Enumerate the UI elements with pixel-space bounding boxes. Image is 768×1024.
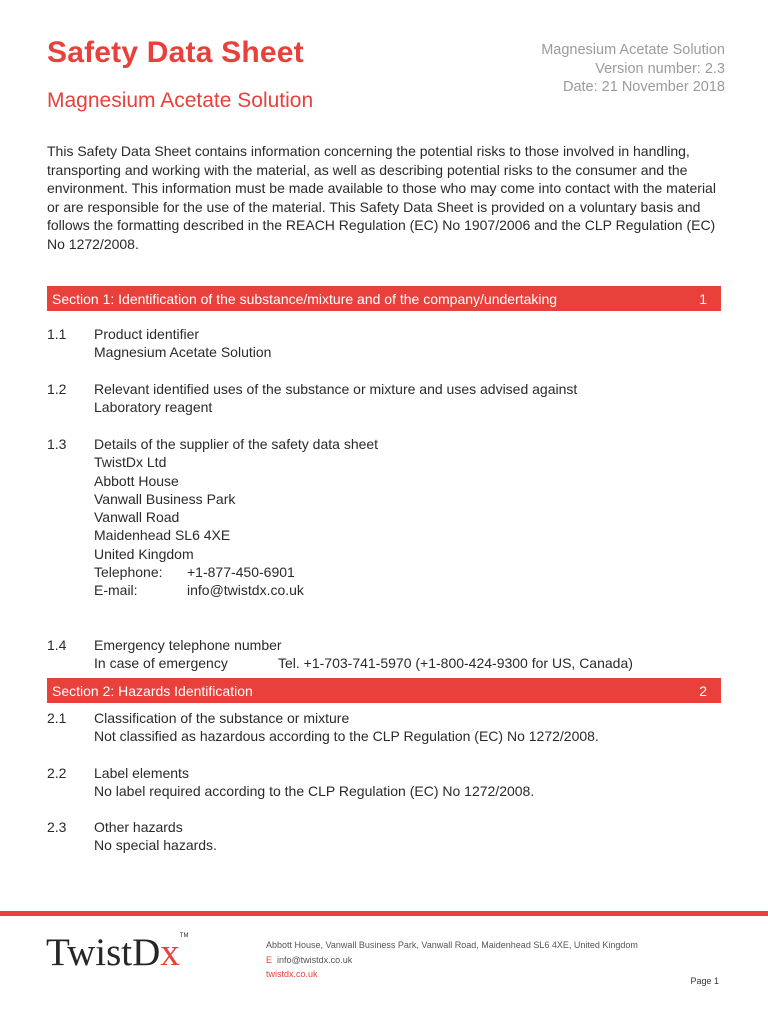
footer-email-row xyxy=(266,953,638,968)
item-heading: Label elements xyxy=(94,765,189,781)
email-label: E-mail: xyxy=(94,582,138,599)
email-value[interactable]: info@twistdx.co.uk xyxy=(187,582,304,599)
item-1-2 xyxy=(47,380,577,417)
item-2-2 xyxy=(47,764,534,801)
email-row xyxy=(94,581,378,599)
logo-trademark: TM xyxy=(179,933,189,939)
item-number: 1.1 xyxy=(47,326,67,342)
item-heading: Details of the supplier of the safety data sheet xyxy=(94,436,379,452)
section-2-number: 2 xyxy=(699,682,707,699)
footer-email-prefix: E xyxy=(266,954,273,965)
item-2-3 xyxy=(47,818,217,855)
section-1-number: 1 xyxy=(699,290,707,307)
meta-date: Date: 21 November 2018 xyxy=(562,79,725,95)
telephone-label: Telephone: xyxy=(94,564,163,581)
address-line: Abbott House xyxy=(94,472,179,489)
item-heading: Emergency telephone number xyxy=(94,637,282,653)
address-line: TwistDx Ltd xyxy=(94,454,167,471)
item-1-4 xyxy=(47,636,633,673)
item-number: 2.1 xyxy=(47,710,67,726)
item-value: Laboratory reagent xyxy=(94,399,213,416)
section-1-header xyxy=(47,286,721,311)
meta-product: Magnesium Acetate Solution xyxy=(541,42,725,58)
address-line: Vanwall Business Park xyxy=(94,490,236,507)
telephone-value: +1-877-450-6901 xyxy=(187,564,295,581)
item-heading: Other hazards xyxy=(94,819,183,835)
section-2-title: Section 2: Hazards Identification xyxy=(52,682,253,699)
item-number: 1.3 xyxy=(47,436,67,452)
item-value: No label required according to the CLP Regulation (EC) No 1272/2008. xyxy=(94,783,535,800)
footer-divider xyxy=(0,911,768,916)
item-number: 2.2 xyxy=(47,765,67,781)
address-line: Maidenhead SL6 4XE xyxy=(94,527,231,544)
item-heading: Classification of the substance or mixture xyxy=(94,710,350,726)
logo-text: TwistD xyxy=(46,931,161,974)
item-value: No special hazards. xyxy=(94,837,217,854)
address-line: United Kingdom xyxy=(94,545,194,562)
item-1-1 xyxy=(47,325,271,362)
item-heading: Product identifier xyxy=(94,326,200,342)
item-1-3 xyxy=(47,435,378,600)
logo-x: x xyxy=(160,931,180,974)
document-title: Safety Data Sheet xyxy=(47,36,304,69)
emergency-value: Tel. +1-703-741-5970 (+1-800-424-9300 for US, Canada) xyxy=(278,655,633,672)
item-number: 1.4 xyxy=(47,637,67,653)
item-number: 1.2 xyxy=(47,381,67,397)
intro-paragraph: This Safety Data Sheet contains information concerning the potential risks to those involved in handling, transporting and working with the material, as well as describing potential risks to the consumer and the environment. This information must be made available to those who may come into contact with the material or are responsible for the use of the material. This Safety Data Sheet is provided on a voluntary basis and follows the formatting described in the REACH Regulation (EC) No 1907/2006 and the CLP Regulation (EC) No 1272/2008. xyxy=(47,143,716,252)
item-number: 2.3 xyxy=(47,819,67,835)
emergency-row xyxy=(94,654,633,672)
footer-contact xyxy=(266,938,638,982)
footer-email[interactable]: info@twistdx.co.uk xyxy=(277,954,353,965)
section-2-header xyxy=(47,678,721,703)
item-value: Magnesium Acetate Solution xyxy=(94,344,272,361)
telephone-row xyxy=(94,563,378,581)
emergency-label: In case of emergency xyxy=(94,655,228,672)
document-subtitle: Magnesium Acetate Solution xyxy=(47,89,314,112)
item-heading: Relevant identified uses of the substance or mixture and uses advised against xyxy=(94,381,578,397)
item-value: Not classified as hazardous according to the CLP Regulation (EC) No 1272/2008. xyxy=(94,728,599,745)
meta-version: Version number: 2.3 xyxy=(595,60,725,77)
item-2-1 xyxy=(47,709,599,746)
twistdx-logo xyxy=(46,933,188,972)
footer-website[interactable]: twistdx.co.uk xyxy=(266,969,318,979)
page-number: Page 1 xyxy=(690,976,719,986)
section-1-title: Section 1: Identification of the substance/mixture and of the company/undertaking xyxy=(52,290,558,307)
footer-address: Abbott House, Vanwall Business Park, Vanwall Road, Maidenhead SL6 4XE, United Kingdom xyxy=(266,940,638,950)
address-line: Vanwall Road xyxy=(94,509,180,526)
document-meta xyxy=(541,41,725,97)
